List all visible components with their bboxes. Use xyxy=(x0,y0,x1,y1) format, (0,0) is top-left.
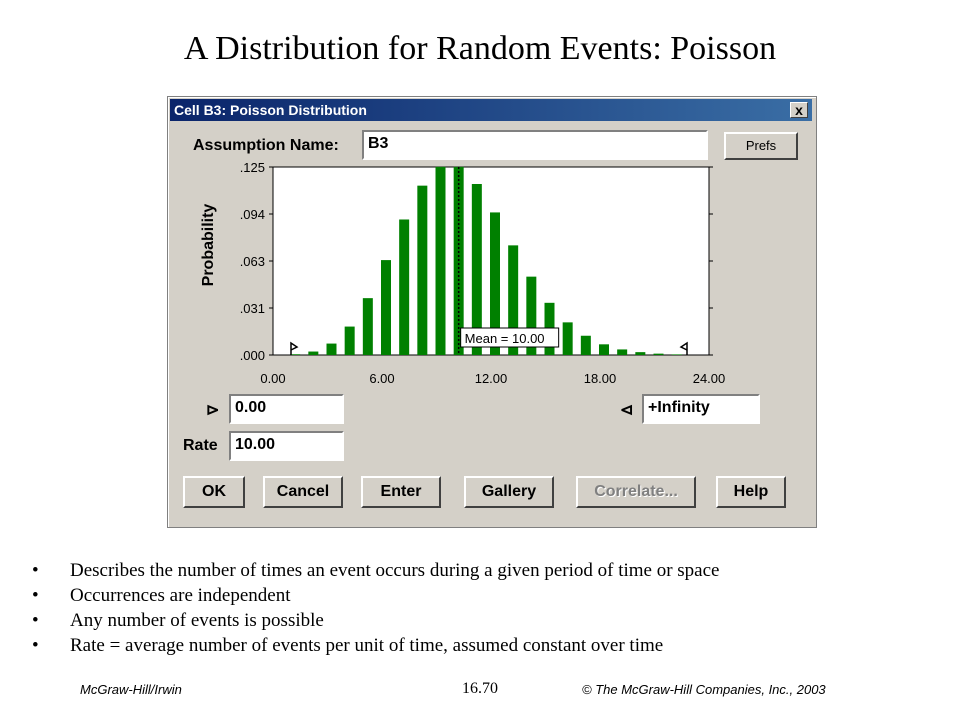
mean-label-box xyxy=(461,328,559,347)
bar-16 xyxy=(563,322,573,355)
prefs-button[interactable]: Prefs xyxy=(724,132,798,160)
slide-title: A Distribution for Random Events: Poisson xyxy=(183,30,777,67)
cancel-button[interactable]: Cancel xyxy=(263,476,343,508)
bar-18 xyxy=(599,344,609,355)
y-tick-label: .031 xyxy=(239,301,265,316)
x-tick-label: 0.00 xyxy=(260,371,286,386)
y-tick-label: .125 xyxy=(239,160,265,175)
x-axis xyxy=(260,371,725,386)
bar-20 xyxy=(635,352,645,355)
page-number: 16.70 xyxy=(462,680,498,697)
bar-4 xyxy=(345,327,355,355)
bullet-item: • Rate = average number of events per unit of time, assumed constant over time xyxy=(30,633,719,658)
rate-input[interactable]: 10.00 xyxy=(229,431,344,461)
mean-label: Mean = 10.00 xyxy=(464,331,545,346)
y-axis-label: Probability xyxy=(200,203,217,287)
probability-chart xyxy=(168,97,816,397)
x-tick-label: 24.00 xyxy=(692,371,726,386)
close-button[interactable]: x xyxy=(790,102,808,118)
enter-button[interactable]: Enter xyxy=(361,476,441,508)
bullet-item: • Occurrences are independent xyxy=(30,583,719,608)
footer-copyright: © The McGraw-Hill Companies, Inc., 2003 xyxy=(582,682,826,697)
x-tick-label: 12.00 xyxy=(474,371,508,386)
lower-bound-input[interactable]: 0.00 xyxy=(229,394,344,424)
lower-bound-icon: ⊳ xyxy=(206,402,220,419)
x-tick-label: 18.00 xyxy=(583,371,617,386)
upper-bound-icon: ⊲ xyxy=(620,402,634,419)
assumption-name-input[interactable]: B3 xyxy=(362,130,708,160)
correlate-button: Correlate... xyxy=(576,476,696,508)
y-tick-label: .000 xyxy=(239,348,265,363)
bar-19 xyxy=(617,349,627,355)
bar-8 xyxy=(417,186,427,355)
bar-3 xyxy=(327,344,337,355)
bar-9 xyxy=(436,167,446,355)
bullet-item: • Describes the number of times an event occurs during a given period of time or space xyxy=(30,558,719,583)
rate-label: Rate xyxy=(183,437,218,454)
bar-2 xyxy=(308,352,318,355)
ok-button[interactable]: OK xyxy=(183,476,245,508)
footer-publisher: McGraw-Hill/Irwin xyxy=(80,682,182,697)
y-tick-label: .094 xyxy=(239,207,265,222)
bar-22 xyxy=(672,354,682,355)
assumption-name-label: Assumption Name: xyxy=(193,137,339,154)
bar-7 xyxy=(399,219,409,355)
bar-5 xyxy=(363,298,373,355)
poisson-dialog xyxy=(167,96,817,528)
x-tick-label: 6.00 xyxy=(369,371,395,386)
bar-6 xyxy=(381,260,391,355)
bullet-list xyxy=(30,558,719,658)
gallery-button[interactable]: Gallery xyxy=(464,476,554,508)
help-button[interactable]: Help xyxy=(716,476,786,508)
bar-17 xyxy=(581,336,591,355)
dialog-title: Cell B3: Poisson Distribution xyxy=(174,102,367,118)
bar-21 xyxy=(654,354,664,355)
bullet-item: • Any number of events is possible xyxy=(30,608,719,633)
upper-bound-input[interactable]: +Infinity xyxy=(642,394,760,424)
y-tick-label: .063 xyxy=(239,254,265,269)
